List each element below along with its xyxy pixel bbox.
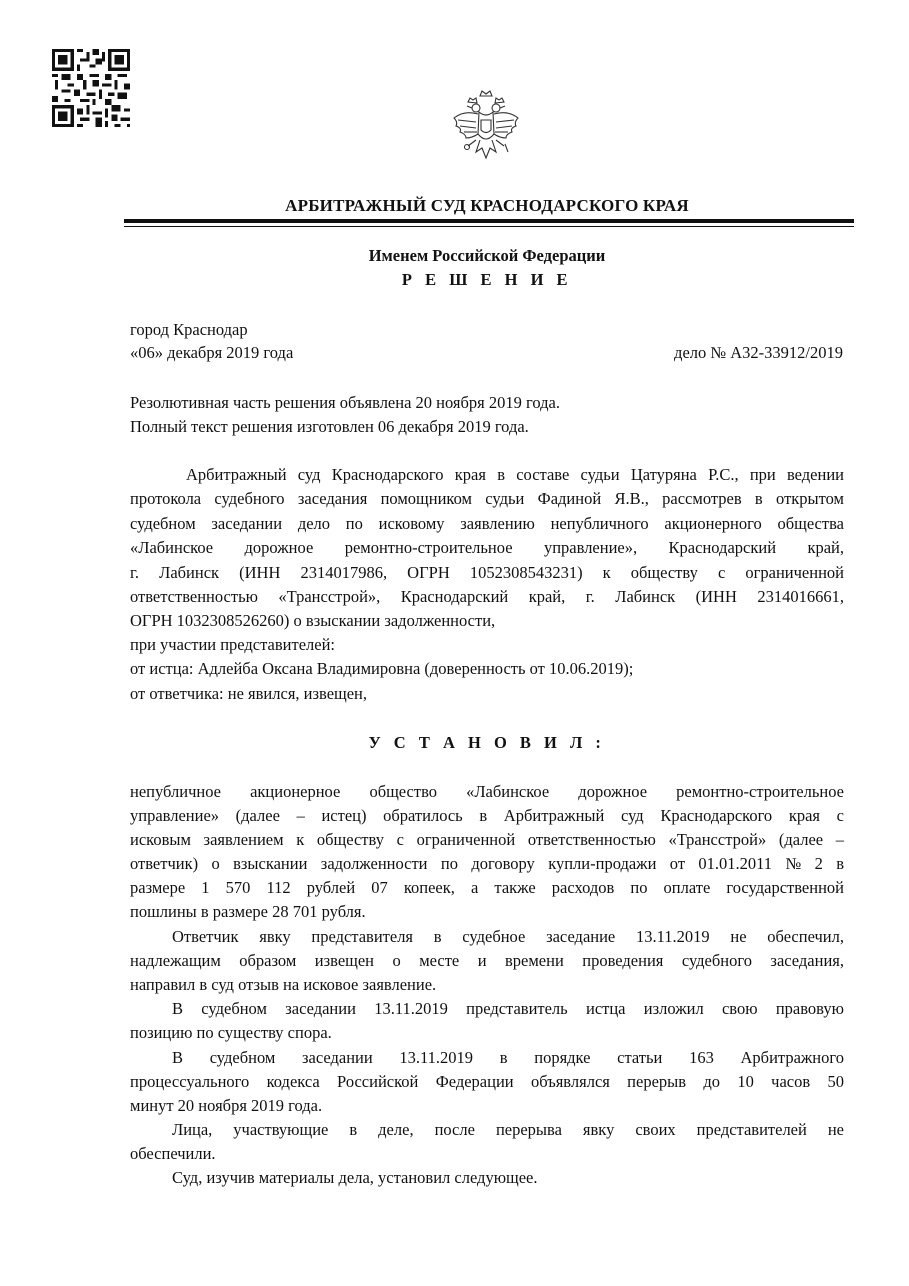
body-line: процессуального кодекса Российской Федерации объявлялся перерыв до 10 часов 50 [130,1072,844,1091]
body-line: минут 20 ноября 2019 года. [130,1096,323,1115]
intro-line: ответственностью «Трансстрой», Краснодарский край, г. Лабинск (ИНН 2314016661, [130,587,844,606]
body-line: пошлины в размере 28 701 рубля. [130,902,366,921]
intro-line: г. Лабинск (ИНН 2314017986, ОГРН 1052308543231) к обществу с ограниченной [130,563,844,582]
body-line: Лица, участвующие в деле, после перерыва явку своих представителей не [172,1120,844,1139]
body-line: В судебном заседании 13.11.2019 в порядке статьи 163 Арбитражного [172,1048,844,1067]
body-line: размере 1 570 112 рублей 07 копеек, а также расходов по оплате государственной [130,878,844,897]
intro-line: от истца: Адлейба Оксана Владимировна (доверенность от 10.06.2019); [130,659,634,678]
body-line: направил в суд отзыв на исковое заявление. [130,975,437,994]
intro-line: при участии представителей: [130,635,335,654]
in-the-name-heading: Именем Российской Федерации [368,246,606,265]
intro-line: протокола судебного заседания помощником судьи Фадиной Я.В., рассмотрев в открытом [130,489,844,508]
case-number: дело № А32-33912/2019 [674,343,843,362]
decision-date: «06» декабря 2019 года [130,343,294,362]
header-divider-thin [124,226,854,227]
court-name: АРБИТРАЖНЫЙ СУД КРАСНОДАРСКОГО КРАЯ [285,196,689,215]
body-line: обеспечили. [130,1144,216,1163]
body-line: надлежащим образом извещен о месте и времени проведения судебного заседания, [130,951,844,970]
announcement-line: Резолютивная часть решения объявлена 20 ноября 2019 года. [130,393,560,412]
body-line: управление» (далее – истец) обратилось в Арбитражный суд Краснодарского края с [130,806,844,825]
intro-line: «Лабинское дорожное ремонтно-строительное управление», Краснодарский край, [130,538,844,557]
body-line: непубличное акционерное общество «Лабинское дорожное ремонтно-строительное [130,782,844,801]
body-line: В судебном заседании 13.11.2019 представитель истца изложил свою правовую [172,999,844,1018]
header-divider-thick [124,219,854,223]
established-heading: У С Т А Н О В И Л : [368,733,606,752]
body-line: исковым заявлением к обществу с ограниченной ответственностью «Трансстрой» (далее – [130,830,844,849]
intro-line: судебном заседании дело по исковому заявлению непубличного акционерного общества [130,514,844,533]
body-line: Ответчик явку представителя в судебное заседание 13.11.2019 не обеспечил, [172,927,844,946]
coat-of-arms-icon [446,88,526,170]
body-line: позицию по существу спора. [130,1023,332,1042]
intro-line: ОГРН 1032308526260) о взыскании задолженности, [130,611,496,630]
intro-line: Арбитражный суд Краснодарского края в составе судьи Цатуряна Р.С., при ведении [186,465,844,484]
decision-title: Р Е Ш Е Н И Е [401,270,573,289]
body-line: Суд, изучив материалы дела, установил следующее. [172,1168,538,1187]
intro-line: от ответчика: не явился, извещен, [130,684,368,703]
announcement-line: Полный текст решения изготовлен 06 декабря 2019 года. [130,417,529,436]
city: город Краснодар [130,320,248,339]
body-line: ответчик) о взыскании задолженности по договору купли-продажи от 01.01.2011 № 2 в [130,854,844,873]
qr-code-icon [52,49,130,127]
